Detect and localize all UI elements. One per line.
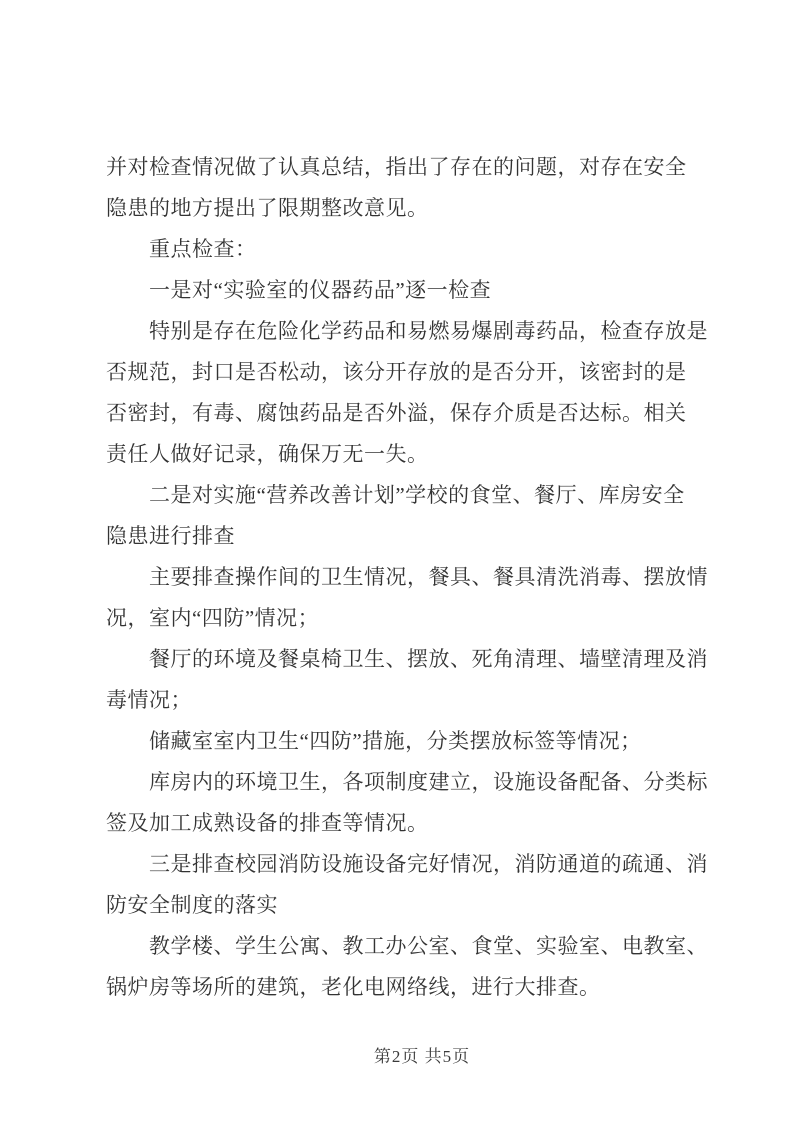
text-line: 锅炉房等场所的建筑，老化电网络线，进行大排查。: [106, 975, 601, 999]
text-line: 并对检查情况做了认真总结，指出了存在的问题，对存在安全: [106, 155, 687, 179]
text-line: 特别是存在危险化学药品和易燃易爆剧毒药品，检查存放是: [149, 319, 708, 343]
text-line: 三是排查校园消防设施设备完好情况，消防通道的疏通、消: [149, 852, 708, 876]
text-line: 否规范，封口是否松动，该分开存放的是否分开，该密封的是: [106, 360, 687, 384]
text-line: 一是对“实验室的仪器药品”逐一检查: [149, 278, 492, 302]
text-line: 库房内的环境卫生，各项制度建立，设施设备配备、分类标: [149, 770, 708, 794]
text-line: 况，室内“四防”情况；: [106, 606, 320, 630]
text-line: 签及加工成熟设备的排查等情况。: [106, 811, 429, 835]
text-line: 防安全制度的落实: [106, 893, 278, 917]
page-footer: [0, 1042, 800, 1067]
text-line: 储藏室室内卫生“四防”措施，分类摆放标签等情况；: [149, 729, 642, 753]
text-line: 否密封，有毒、腐蚀药品是否外溢，保存介质是否达标。相关: [106, 401, 687, 425]
document-body: [106, 147, 708, 1008]
text-line: 重点检查：: [149, 237, 257, 261]
text-line: 餐厅的环境及餐桌椅卫生、摆放、死角清理、墙壁清理及消: [149, 647, 708, 671]
text-line: 二是对实施“营养改善计划”学校的食堂、餐厅、库房安全: [149, 483, 685, 507]
text-line: 毒情况；: [106, 688, 192, 712]
text-line: 主要排查操作间的卫生情况，餐具、餐具清洗消毒、摆放情: [149, 565, 708, 589]
text-line: 隐患的地方提出了限期整改意见。: [106, 196, 429, 220]
page-number: 第2页 共5页: [373, 1047, 471, 1066]
text-line: 责任人做好记录，确保万无一失。: [106, 442, 429, 466]
text-line: 教学楼、学生公寓、教工办公室、食堂、实验室、电教室、: [149, 934, 708, 958]
text-line: 隐患进行排查: [106, 524, 235, 548]
